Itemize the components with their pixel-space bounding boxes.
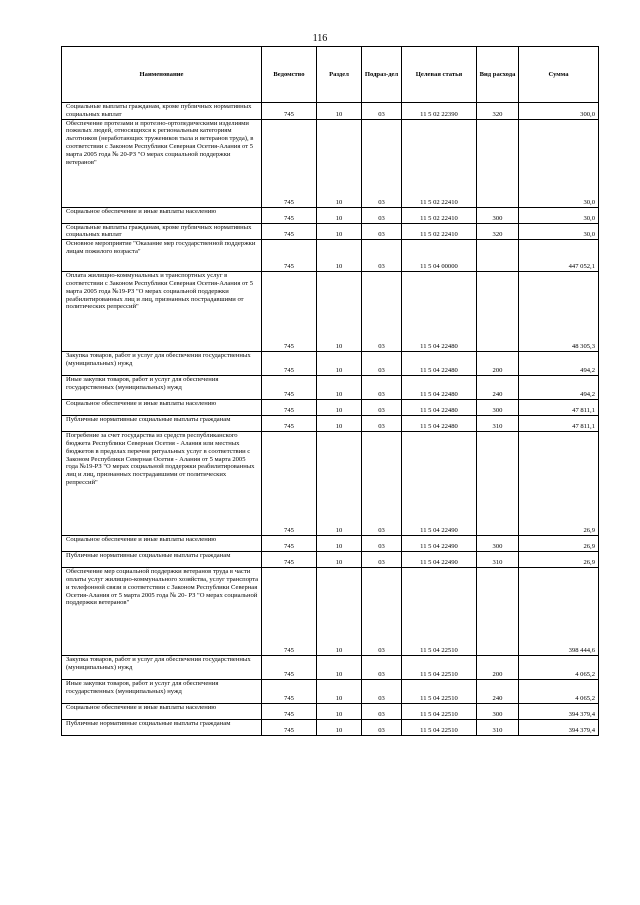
row-vedomstvo: 745 xyxy=(262,223,317,240)
row-razdel: 10 xyxy=(317,656,362,680)
header-name: Наименование xyxy=(62,47,262,103)
row-podrazdel: 03 xyxy=(362,536,402,552)
row-target-article: 11 5 04 22490 xyxy=(402,432,477,536)
row-vedomstvo: 745 xyxy=(262,720,317,736)
row-expense-type: 240 xyxy=(477,680,519,704)
table-row xyxy=(62,400,599,416)
row-sum: 398 444,6 xyxy=(519,568,599,656)
row-vedomstvo: 745 xyxy=(262,552,317,568)
row-sum: 26,9 xyxy=(519,536,599,552)
row-podrazdel: 03 xyxy=(362,568,402,656)
row-expense-type xyxy=(477,272,519,352)
row-name: Социальное обеспечение и иные выплаты населению xyxy=(62,207,262,223)
table-row xyxy=(62,536,599,552)
row-vedomstvo: 745 xyxy=(262,352,317,376)
row-target-article: 11 5 04 22510 xyxy=(402,720,477,736)
row-name: Публичные нормативные социальные выплаты гражданам xyxy=(62,720,262,736)
row-expense-type xyxy=(477,432,519,536)
table-row xyxy=(62,119,599,207)
table-row xyxy=(62,720,599,736)
table-row xyxy=(62,352,599,376)
row-name: Социальные выплаты гражданам, кроме публичных нормативных социальных выплат xyxy=(62,223,262,240)
row-expense-type: 320 xyxy=(477,103,519,120)
row-podrazdel: 03 xyxy=(362,656,402,680)
row-target-article: 11 5 02 22390 xyxy=(402,103,477,120)
row-podrazdel: 03 xyxy=(362,376,402,400)
row-target-article: 11 5 04 22510 xyxy=(402,568,477,656)
row-expense-type xyxy=(477,240,519,272)
row-expense-type: 300 xyxy=(477,207,519,223)
row-name: Погребение за счет государства из средств республиканского бюджета Республики Северная Осетия - Алания или местных бюджетов в пределах перечня ритуальных услуг в соответствии с Законом Республики Северная Осетия - Алания от 5 марта 2005 года №19-РЗ "О мерах социальной поддержки реабилитированных лиц и лиц, признанных пострадавшими от политических репрессий" xyxy=(62,432,262,536)
row-sum: 26,9 xyxy=(519,432,599,536)
row-name: Оплата жилищно-коммунальных и транспортных услуг в соответствии с Законом Республики Северная Осетия-Алания от 5 марта 2005 года №19-РЗ "О мерах социальной поддержки реабилитированных лиц и лиц, признанных пострадавшими от политических репрессий" xyxy=(62,272,262,352)
table-row xyxy=(62,432,599,536)
row-podrazdel: 03 xyxy=(362,720,402,736)
row-razdel: 10 xyxy=(317,416,362,432)
row-expense-type: 200 xyxy=(477,656,519,680)
row-vedomstvo: 745 xyxy=(262,400,317,416)
row-name: Обеспечение мер социальной поддержки ветеранов труда в части оплаты услуг жилищно-коммунального хозяйства, услуг транспорта и телефонной связи в соответствии с Законом Республики Северная Осетия-Алания от 5 марта 2005 года № 20- РЗ "О мерах социальной поддержки ветеранов" xyxy=(62,568,262,656)
row-expense-type: 310 xyxy=(477,720,519,736)
row-vedomstvo: 745 xyxy=(262,680,317,704)
header-podrazdel: Подраз-дел xyxy=(362,47,402,103)
row-name: Иные закупки товаров, работ и услуг для обеспечения государственных (муниципальных) нужд xyxy=(62,680,262,704)
budget-table xyxy=(61,46,599,736)
table-row xyxy=(62,207,599,223)
row-expense-type: 240 xyxy=(477,376,519,400)
row-vedomstvo: 745 xyxy=(262,416,317,432)
row-sum: 4 065,2 xyxy=(519,656,599,680)
row-sum: 47 811,1 xyxy=(519,400,599,416)
table-header xyxy=(62,47,599,103)
row-razdel: 10 xyxy=(317,352,362,376)
row-target-article: 11 5 04 22490 xyxy=(402,552,477,568)
row-target-article: 11 5 04 22480 xyxy=(402,352,477,376)
row-razdel: 10 xyxy=(317,376,362,400)
header-razdel: Раздел xyxy=(317,47,362,103)
row-expense-type: 300 xyxy=(477,704,519,720)
table-row xyxy=(62,103,599,120)
row-target-article: 11 5 04 22480 xyxy=(402,400,477,416)
row-podrazdel: 03 xyxy=(362,432,402,536)
row-target-article: 11 5 04 00000 xyxy=(402,240,477,272)
row-podrazdel: 03 xyxy=(362,103,402,120)
table-row xyxy=(62,680,599,704)
row-sum: 447 052,1 xyxy=(519,240,599,272)
header-summa: Сумма xyxy=(519,47,599,103)
row-sum: 300,0 xyxy=(519,103,599,120)
row-razdel: 10 xyxy=(317,720,362,736)
table-row xyxy=(62,656,599,680)
table-row xyxy=(62,552,599,568)
row-podrazdel: 03 xyxy=(362,552,402,568)
row-name: Обеспечение протезами и протезно-ортопедическими изделиями пожилых людей, относящихся к региональным категориям льготников (неработающих тружеников тыла и ветеранов труда), в соответствии с Законом Республики Северная Осетия-Алания от 5 марта 2005 года № 20-РЗ "О мерах социальной поддержки ветеранов" xyxy=(62,119,262,207)
table-row xyxy=(62,568,599,656)
row-name: Социальные выплаты гражданам, кроме публичных нормативных социальных выплат xyxy=(62,103,262,120)
row-razdel: 10 xyxy=(317,207,362,223)
row-name: Иные закупки товаров, работ и услуг для обеспечения государственных (муниципальных) нужд xyxy=(62,376,262,400)
row-name: Закупка товаров, работ и услуг для обеспечения государственных (муниципальных) нужд xyxy=(62,656,262,680)
row-target-article: 11 5 04 22480 xyxy=(402,272,477,352)
table-row xyxy=(62,376,599,400)
row-target-article: 11 5 04 22490 xyxy=(402,536,477,552)
row-sum: 47 811,1 xyxy=(519,416,599,432)
row-podrazdel: 03 xyxy=(362,704,402,720)
row-sum: 48 305,3 xyxy=(519,272,599,352)
row-razdel: 10 xyxy=(317,272,362,352)
row-expense-type: 300 xyxy=(477,400,519,416)
row-target-article: 11 5 04 22510 xyxy=(402,680,477,704)
row-podrazdel: 03 xyxy=(362,400,402,416)
row-expense-type: 310 xyxy=(477,416,519,432)
header-vedomstvo: Ведомство xyxy=(262,47,317,103)
row-target-article: 11 5 02 22410 xyxy=(402,207,477,223)
row-name: Основное мероприятие "Оказание мер государственной поддержки лицам пожилого возраста" xyxy=(62,240,262,272)
row-target-article: 11 5 04 22480 xyxy=(402,376,477,400)
row-vedomstvo: 745 xyxy=(262,272,317,352)
row-sum: 4 065,2 xyxy=(519,680,599,704)
table-row xyxy=(62,272,599,352)
row-sum: 494,2 xyxy=(519,352,599,376)
row-razdel: 10 xyxy=(317,119,362,207)
row-name: Социальное обеспечение и иные выплаты населению xyxy=(62,536,262,552)
row-sum: 30,0 xyxy=(519,207,599,223)
row-podrazdel: 03 xyxy=(362,207,402,223)
row-vedomstvo: 745 xyxy=(262,656,317,680)
row-name: Социальное обеспечение и иные выплаты населению xyxy=(62,704,262,720)
row-vedomstvo: 745 xyxy=(262,240,317,272)
row-vedomstvo: 745 xyxy=(262,207,317,223)
row-razdel: 10 xyxy=(317,432,362,536)
row-sum: 394 379,4 xyxy=(519,704,599,720)
row-razdel: 10 xyxy=(317,223,362,240)
row-razdel: 10 xyxy=(317,680,362,704)
table-row xyxy=(62,704,599,720)
header-statya: Целевая статья xyxy=(402,47,477,103)
row-vedomstvo: 745 xyxy=(262,536,317,552)
header-row xyxy=(62,47,599,103)
row-podrazdel: 03 xyxy=(362,680,402,704)
row-vedomstvo: 745 xyxy=(262,704,317,720)
row-podrazdel: 03 xyxy=(362,352,402,376)
row-target-article: 11 5 04 22480 xyxy=(402,416,477,432)
row-podrazdel: 03 xyxy=(362,416,402,432)
table-row xyxy=(62,240,599,272)
row-vedomstvo: 745 xyxy=(262,568,317,656)
row-podrazdel: 03 xyxy=(362,223,402,240)
row-expense-type xyxy=(477,568,519,656)
row-sum: 30,0 xyxy=(519,223,599,240)
row-vedomstvo: 745 xyxy=(262,376,317,400)
row-expense-type xyxy=(477,119,519,207)
row-sum: 30,0 xyxy=(519,119,599,207)
row-target-article: 11 5 02 22410 xyxy=(402,119,477,207)
row-name: Социальное обеспечение и иные выплаты населению xyxy=(62,400,262,416)
row-vedomstvo: 745 xyxy=(262,119,317,207)
row-podrazdel: 03 xyxy=(362,240,402,272)
row-sum: 494,2 xyxy=(519,376,599,400)
row-expense-type: 300 xyxy=(477,536,519,552)
row-vedomstvo: 745 xyxy=(262,432,317,536)
row-vedomstvo: 745 xyxy=(262,103,317,120)
row-target-article: 11 5 04 22510 xyxy=(402,704,477,720)
row-expense-type: 310 xyxy=(477,552,519,568)
row-razdel: 10 xyxy=(317,536,362,552)
row-podrazdel: 03 xyxy=(362,119,402,207)
row-name: Публичные нормативные социальные выплаты гражданам xyxy=(62,416,262,432)
table-row xyxy=(62,223,599,240)
row-sum: 26,9 xyxy=(519,552,599,568)
row-razdel: 10 xyxy=(317,568,362,656)
row-expense-type: 320 xyxy=(477,223,519,240)
row-razdel: 10 xyxy=(317,704,362,720)
row-razdel: 10 xyxy=(317,552,362,568)
row-razdel: 10 xyxy=(317,400,362,416)
row-expense-type: 200 xyxy=(477,352,519,376)
row-name: Публичные нормативные социальные выплаты гражданам xyxy=(62,552,262,568)
row-target-article: 11 5 04 22510 xyxy=(402,656,477,680)
table-body xyxy=(62,103,599,736)
header-vid: Вид расхода xyxy=(477,47,519,103)
row-sum: 394 379,4 xyxy=(519,720,599,736)
row-podrazdel: 03 xyxy=(362,272,402,352)
page-number: 116 xyxy=(312,33,328,44)
row-target-article: 11 5 02 22410 xyxy=(402,223,477,240)
table-row xyxy=(62,416,599,432)
row-razdel: 10 xyxy=(317,103,362,120)
row-name: Закупка товаров, работ и услуг для обеспечения государственных (муниципальных) нужд xyxy=(62,352,262,376)
row-razdel: 10 xyxy=(317,240,362,272)
